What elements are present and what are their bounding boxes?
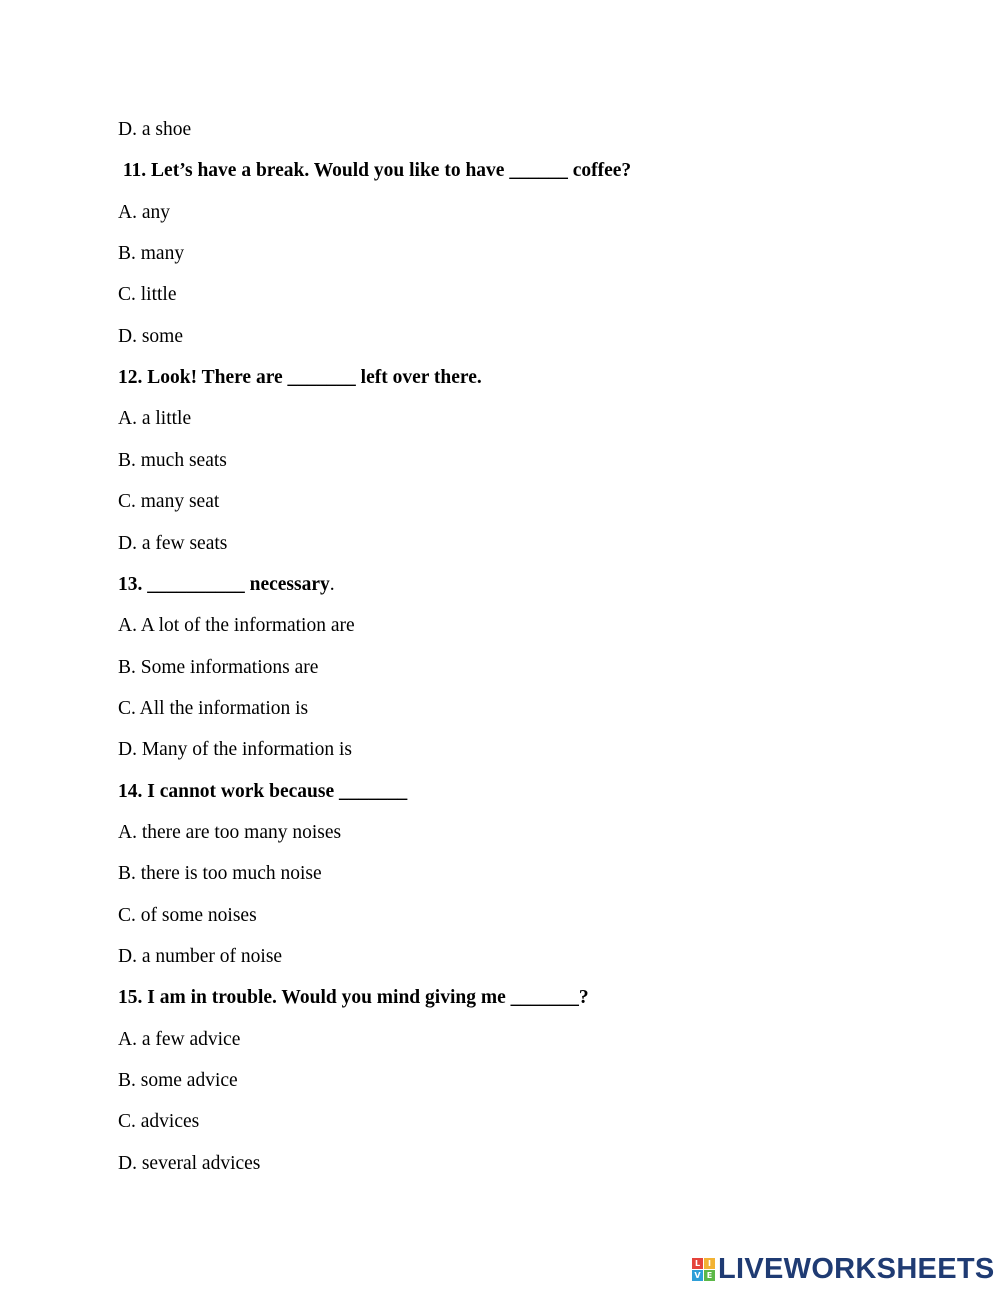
line-text: B. some advice (118, 1070, 238, 1091)
question-text (118, 159, 631, 183)
answer-option (118, 283, 177, 307)
question-text (118, 366, 482, 390)
line-text: C. advices (118, 1111, 200, 1132)
line-text: 13. __________ necessary (118, 574, 330, 595)
answer-option (118, 614, 355, 638)
line-text: A. any (118, 202, 170, 223)
answer-option (118, 656, 318, 680)
liveworksheets-logo (692, 1252, 995, 1286)
answer-option (118, 1069, 238, 1093)
line-text: C. little (118, 284, 177, 305)
line-text: D. a few seats (118, 533, 228, 554)
line-text: B. much seats (118, 450, 227, 471)
line-text: D. a shoe (118, 119, 192, 140)
answer-option (118, 532, 227, 556)
answer-option (118, 945, 282, 969)
logo-mark-icon (692, 1258, 715, 1281)
answer-option (118, 1028, 240, 1052)
question-text (118, 573, 335, 597)
answer-option (118, 118, 191, 142)
line-text: D. a number of noise (118, 946, 283, 967)
logo-mark-tile: E (704, 1270, 715, 1281)
line-text: B. there is too much noise (118, 863, 322, 884)
answer-option (118, 697, 308, 721)
line-text: C. many seat (118, 491, 220, 512)
answer-option (118, 904, 257, 928)
line-text: A. a few advice (118, 1029, 241, 1050)
logo-text: LIVEWORKSHEETS (718, 1253, 995, 1285)
line-text: B. Some informations are (118, 657, 319, 678)
line-text: 15. I am in trouble. Would you mind giving me _______? (118, 987, 589, 1008)
answer-option (118, 407, 191, 431)
line-suffix: . (329, 574, 335, 595)
answer-option (118, 242, 184, 266)
logo-mark-tile: V (692, 1270, 703, 1281)
line-text: D. some (118, 326, 183, 347)
line-text: B. many (118, 243, 185, 264)
line-text: C. of some noises (118, 905, 257, 926)
logo-mark-tile: I (704, 1258, 715, 1269)
answer-option (118, 449, 227, 473)
answer-option (118, 201, 170, 225)
logo-mark-tile: L (692, 1258, 703, 1269)
question-text (118, 986, 589, 1010)
answer-option (118, 862, 322, 886)
answer-option (118, 490, 219, 514)
answer-option (118, 1110, 199, 1134)
answer-option (118, 738, 352, 762)
answer-option (118, 325, 183, 349)
answer-option (118, 1152, 260, 1176)
line-text: 11. Let’s have a break. Would you like to have ______ coffee? (118, 160, 632, 181)
line-text: 12. Look! There are _______ left over there. (118, 367, 482, 388)
answer-option (118, 821, 341, 845)
line-text: A. A lot of the information are (118, 615, 355, 636)
line-text: D. several advices (118, 1153, 261, 1174)
line-text: C. All the information is (118, 698, 309, 719)
line-text: D. Many of the information is (118, 739, 352, 760)
line-text: A. there are too many noises (118, 822, 342, 843)
line-text: A. a little (118, 408, 192, 429)
line-text: 14. I cannot work because _______ (118, 781, 408, 802)
question-text (118, 780, 407, 804)
